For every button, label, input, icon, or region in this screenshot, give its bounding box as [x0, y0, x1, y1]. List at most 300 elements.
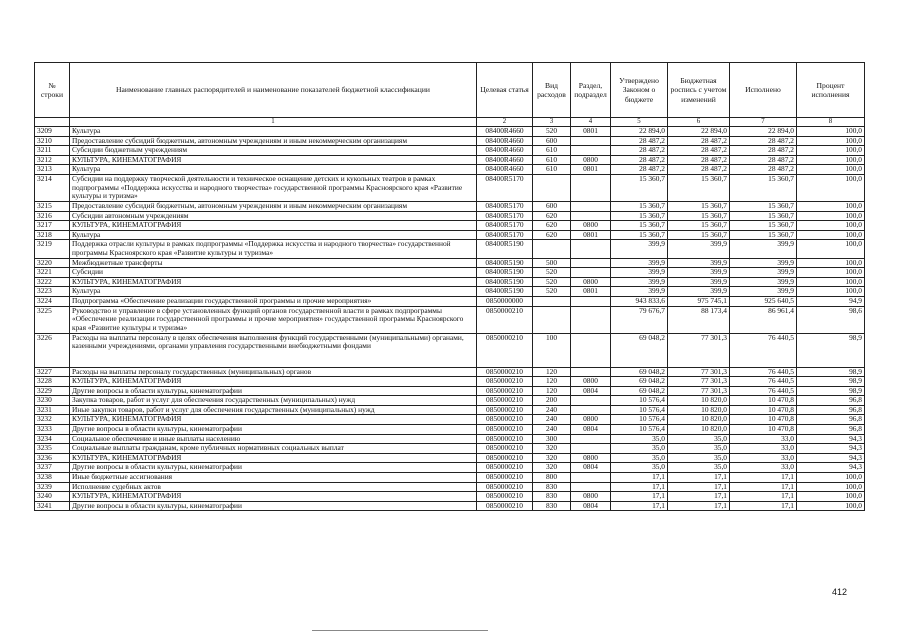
target-article: 08400R5170	[477, 221, 533, 231]
row-number: 3210	[35, 136, 70, 146]
column-number	[35, 118, 70, 127]
section-code	[571, 211, 611, 221]
table-row	[35, 377, 865, 387]
table-row	[35, 201, 865, 211]
percent-executed: 96,8	[797, 396, 865, 406]
section-code: 0804	[571, 386, 611, 396]
target-article: 08400R4660	[477, 155, 533, 165]
percent-executed: 98,9	[797, 333, 865, 367]
target-article: 08400R5170	[477, 174, 533, 201]
row-number: 3214	[35, 174, 70, 201]
budget-amount: 15 360,7	[668, 230, 730, 240]
table-row	[35, 434, 865, 444]
executed-amount: 15 360,7	[730, 211, 797, 221]
approved-amount: 943 833,6	[611, 296, 668, 306]
expense-type: 500	[533, 258, 571, 268]
approved-amount: 28 487,2	[611, 165, 668, 175]
row-number: 3241	[35, 501, 70, 511]
target-article: 0850000210	[477, 463, 533, 473]
section-code: 0800	[571, 377, 611, 387]
section-code	[571, 434, 611, 444]
header-percent: Процент исполнения	[797, 63, 865, 118]
section-code	[571, 444, 611, 454]
executed-amount: 17,1	[730, 501, 797, 511]
header-row	[35, 63, 865, 118]
expense-type: 830	[533, 482, 571, 492]
expense-type: 320	[533, 463, 571, 473]
budget-amount: 399,9	[668, 240, 730, 258]
approved-amount: 69 048,2	[611, 386, 668, 396]
target-article: 08400R5190	[477, 268, 533, 278]
row-number: 3217	[35, 221, 70, 231]
column-number: 7	[730, 118, 797, 127]
expense-type: 610	[533, 165, 571, 175]
row-number: 3212	[35, 155, 70, 165]
table-row	[35, 501, 865, 511]
target-article: 0850000210	[477, 396, 533, 406]
executed-amount: 399,9	[730, 277, 797, 287]
budget-amount: 35,0	[668, 463, 730, 473]
approved-amount: 69 048,2	[611, 333, 668, 367]
approved-amount: 35,0	[611, 463, 668, 473]
expense-type: 240	[533, 415, 571, 425]
table-row	[35, 136, 865, 146]
row-name: КУЛЬТУРА, КИНЕМАТОГРАФИЯ	[70, 377, 477, 387]
section-code: 0800	[571, 277, 611, 287]
section-code	[571, 367, 611, 377]
target-article: 0850000210	[477, 482, 533, 492]
expense-type: 300	[533, 434, 571, 444]
expense-type: 830	[533, 501, 571, 511]
header-budget-schedule: Бюджетная роспись с учетом изменений	[668, 63, 730, 118]
row-number: 3229	[35, 386, 70, 396]
row-name: Подпрограмма «Обеспечение реализации государственной программы и прочие мероприятия»	[70, 296, 477, 306]
approved-amount: 15 360,7	[611, 211, 668, 221]
section-code	[571, 174, 611, 201]
approved-amount: 399,9	[611, 268, 668, 278]
table-row	[35, 396, 865, 406]
target-article: 0850000210	[477, 386, 533, 396]
table-row	[35, 453, 865, 463]
table-row	[35, 306, 865, 333]
budget-table	[34, 62, 865, 511]
row-number: 3238	[35, 473, 70, 483]
budget-amount: 77 301,3	[668, 367, 730, 377]
row-number: 3224	[35, 296, 70, 306]
header-row-number: № строки	[35, 63, 70, 118]
section-code	[571, 482, 611, 492]
row-name: Исполнение судебных актов	[70, 482, 477, 492]
column-number-row	[35, 118, 865, 127]
column-number: 1	[70, 118, 477, 127]
row-number: 3215	[35, 201, 70, 211]
section-code: 0800	[571, 155, 611, 165]
executed-amount: 399,9	[730, 268, 797, 278]
percent-executed: 98,6	[797, 306, 865, 333]
percent-executed: 100,0	[797, 165, 865, 175]
table-row	[35, 268, 865, 278]
table-row	[35, 146, 865, 156]
row-name: Предоставление субсидий бюджетным, автономным учреждениям и иным некоммерческим организациям	[70, 201, 477, 211]
table-row	[35, 425, 865, 435]
target-article: 08400R4660	[477, 165, 533, 175]
percent-executed: 98,9	[797, 386, 865, 396]
target-article: 08400R5190	[477, 258, 533, 268]
percent-executed: 100,0	[797, 277, 865, 287]
table-row	[35, 386, 865, 396]
row-number: 3216	[35, 211, 70, 221]
row-number: 3213	[35, 165, 70, 175]
section-code	[571, 333, 611, 367]
executed-amount: 28 487,2	[730, 165, 797, 175]
row-number: 3225	[35, 306, 70, 333]
approved-amount: 10 576,4	[611, 415, 668, 425]
row-name: Другие вопросы в области культуры, кинематографии	[70, 463, 477, 473]
expense-type: 320	[533, 444, 571, 454]
table-row	[35, 277, 865, 287]
budget-amount: 22 894,0	[668, 127, 730, 137]
executed-amount: 33,0	[730, 444, 797, 454]
approved-amount: 10 576,4	[611, 396, 668, 406]
executed-amount: 15 360,7	[730, 221, 797, 231]
executed-amount: 86 961,4	[730, 306, 797, 333]
executed-amount: 399,9	[730, 258, 797, 268]
row-name: Иные бюджетные ассигнования	[70, 473, 477, 483]
approved-amount: 10 576,4	[611, 405, 668, 415]
percent-executed: 100,0	[797, 230, 865, 240]
section-code: 0804	[571, 425, 611, 435]
budget-amount: 17,1	[668, 473, 730, 483]
row-number: 3211	[35, 146, 70, 156]
percent-executed: 100,0	[797, 473, 865, 483]
row-name: КУЛЬТУРА, КИНЕМАТОГРАФИЯ	[70, 415, 477, 425]
target-article: 0850000210	[477, 367, 533, 377]
target-article: 0850000210	[477, 453, 533, 463]
budget-amount: 15 360,7	[668, 174, 730, 201]
approved-amount: 10 576,4	[611, 425, 668, 435]
row-number: 3239	[35, 482, 70, 492]
approved-amount: 35,0	[611, 444, 668, 454]
row-name: Расходы на выплаты персоналу государственных (муниципальных) органов	[70, 367, 477, 377]
row-number: 3235	[35, 444, 70, 454]
budget-amount: 77 301,3	[668, 333, 730, 367]
target-article: 08400R5190	[477, 240, 533, 258]
row-name: Закупка товаров, работ и услуг для обеспечения государственных (муниципальных) нужд	[70, 396, 477, 406]
bottom-divider	[312, 630, 488, 631]
executed-amount: 10 470,8	[730, 396, 797, 406]
column-number: 6	[668, 118, 730, 127]
expense-type: 620	[533, 221, 571, 231]
row-name: КУЛЬТУРА, КИНЕМАТОГРАФИЯ	[70, 453, 477, 463]
expense-type: 240	[533, 405, 571, 415]
percent-executed: 100,0	[797, 146, 865, 156]
budget-amount: 10 820,0	[668, 415, 730, 425]
column-number: 8	[797, 118, 865, 127]
executed-amount: 925 640,5	[730, 296, 797, 306]
row-number: 3237	[35, 463, 70, 473]
header-approved: Утверждено Законом о бюджете	[611, 63, 668, 118]
row-number: 3234	[35, 434, 70, 444]
percent-executed: 94,9	[797, 296, 865, 306]
row-number: 3236	[35, 453, 70, 463]
target-article: 0850000210	[477, 377, 533, 387]
percent-executed: 100,0	[797, 287, 865, 297]
budget-amount: 15 360,7	[668, 221, 730, 231]
section-code: 0800	[571, 492, 611, 502]
row-name: Руководство и управление в сфере установленных функций органов государственной власти в рамках подпрограммы «Обеспечение реализации государственной программы и прочие мероприятия» государственной программы Красноярского края «Развитие культуры и туризма»	[70, 306, 477, 333]
approved-amount: 35,0	[611, 434, 668, 444]
percent-executed: 100,0	[797, 155, 865, 165]
budget-amount: 35,0	[668, 434, 730, 444]
table-row	[35, 155, 865, 165]
target-article: 08400R4660	[477, 136, 533, 146]
section-code	[571, 268, 611, 278]
header-expense-type: Вид расходов	[533, 63, 571, 118]
row-number: 3230	[35, 396, 70, 406]
row-name: Субсидии автономным учреждениям	[70, 211, 477, 221]
percent-executed: 100,0	[797, 127, 865, 137]
budget-amount: 15 360,7	[668, 211, 730, 221]
executed-amount: 28 487,2	[730, 146, 797, 156]
section-code: 0800	[571, 221, 611, 231]
section-code: 0801	[571, 165, 611, 175]
row-name: КУЛЬТУРА, КИНЕМАТОГРАФИЯ	[70, 221, 477, 231]
executed-amount: 22 894,0	[730, 127, 797, 137]
executed-amount: 10 470,8	[730, 425, 797, 435]
table-row	[35, 127, 865, 137]
budget-amount: 975 745,1	[668, 296, 730, 306]
section-code	[571, 396, 611, 406]
percent-executed: 96,8	[797, 405, 865, 415]
target-article: 0850000000	[477, 296, 533, 306]
table-row	[35, 258, 865, 268]
expense-type: 120	[533, 386, 571, 396]
row-name: Культура	[70, 287, 477, 297]
expense-type: 520	[533, 127, 571, 137]
executed-amount: 10 470,8	[730, 415, 797, 425]
table-row	[35, 367, 865, 377]
row-name: Межбюджетные трансферты	[70, 258, 477, 268]
executed-amount: 33,0	[730, 434, 797, 444]
table-row	[35, 230, 865, 240]
header-executed: Исполнено	[730, 63, 797, 118]
section-code: 0800	[571, 415, 611, 425]
expense-type: 320	[533, 453, 571, 463]
row-name: Культура	[70, 127, 477, 137]
executed-amount: 15 360,7	[730, 230, 797, 240]
row-number: 3209	[35, 127, 70, 137]
header-section: Раздел, подраздел	[571, 63, 611, 118]
section-code: 0800	[571, 453, 611, 463]
budget-amount: 35,0	[668, 444, 730, 454]
budget-amount: 10 820,0	[668, 425, 730, 435]
budget-amount: 28 487,2	[668, 146, 730, 156]
page-number: 412	[832, 587, 848, 597]
percent-executed: 100,0	[797, 211, 865, 221]
row-number: 3222	[35, 277, 70, 287]
budget-amount: 77 301,3	[668, 377, 730, 387]
expense-type: 120	[533, 367, 571, 377]
row-number: 3233	[35, 425, 70, 435]
expense-type	[533, 174, 571, 201]
row-number: 3226	[35, 333, 70, 367]
executed-amount: 10 470,8	[730, 405, 797, 415]
executed-amount: 28 487,2	[730, 136, 797, 146]
table-row	[35, 405, 865, 415]
section-code	[571, 136, 611, 146]
budget-amount: 17,1	[668, 482, 730, 492]
expense-type: 830	[533, 492, 571, 502]
percent-executed: 94,3	[797, 453, 865, 463]
row-name: КУЛЬТУРА, КИНЕМАТОГРАФИЯ	[70, 155, 477, 165]
row-number: 3223	[35, 287, 70, 297]
section-code	[571, 146, 611, 156]
table-row	[35, 492, 865, 502]
executed-amount: 28 487,2	[730, 155, 797, 165]
column-number: 3	[533, 118, 571, 127]
table-row	[35, 174, 865, 201]
expense-type: 620	[533, 211, 571, 221]
percent-executed: 100,0	[797, 492, 865, 502]
expense-type: 610	[533, 146, 571, 156]
column-number: 5	[611, 118, 668, 127]
row-number: 3220	[35, 258, 70, 268]
column-number: 4	[571, 118, 611, 127]
budget-amount: 15 360,7	[668, 201, 730, 211]
executed-amount: 399,9	[730, 287, 797, 297]
approved-amount: 15 360,7	[611, 221, 668, 231]
expense-type: 120	[533, 377, 571, 387]
approved-amount: 15 360,7	[611, 201, 668, 211]
expense-type: 520	[533, 287, 571, 297]
expense-type: 200	[533, 396, 571, 406]
approved-amount: 399,9	[611, 258, 668, 268]
table-row	[35, 333, 865, 367]
row-name: Расходы на выплаты персоналу в целях обеспечения выполнения функций государственными (муниципальными) органами, казенными учреждениями, органами управления государственными внебюджетными фондами	[70, 333, 477, 367]
approved-amount: 399,9	[611, 287, 668, 297]
percent-executed: 94,3	[797, 434, 865, 444]
table-row	[35, 165, 865, 175]
section-code	[571, 473, 611, 483]
budget-amount: 17,1	[668, 501, 730, 511]
executed-amount: 17,1	[730, 492, 797, 502]
percent-executed: 100,0	[797, 268, 865, 278]
expense-type: 100	[533, 333, 571, 367]
executed-amount: 33,0	[730, 463, 797, 473]
target-article: 08400R5170	[477, 201, 533, 211]
percent-executed: 94,3	[797, 444, 865, 454]
target-article: 08400R5170	[477, 211, 533, 221]
expense-type: 800	[533, 473, 571, 483]
target-article: 08400R5190	[477, 287, 533, 297]
approved-amount: 28 487,2	[611, 155, 668, 165]
section-code: 0801	[571, 230, 611, 240]
approved-amount: 17,1	[611, 482, 668, 492]
budget-amount: 28 487,2	[668, 165, 730, 175]
approved-amount: 15 360,7	[611, 174, 668, 201]
percent-executed: 94,3	[797, 463, 865, 473]
budget-amount: 399,9	[668, 258, 730, 268]
target-article: 08400R5190	[477, 277, 533, 287]
executed-amount: 15 360,7	[730, 201, 797, 211]
table-row	[35, 482, 865, 492]
budget-amount: 35,0	[668, 453, 730, 463]
budget-amount: 399,9	[668, 287, 730, 297]
table-row	[35, 463, 865, 473]
percent-executed: 96,8	[797, 425, 865, 435]
row-name: Другие вопросы в области культуры, кинематографии	[70, 386, 477, 396]
row-number: 3231	[35, 405, 70, 415]
approved-amount: 17,1	[611, 473, 668, 483]
section-code: 0801	[571, 287, 611, 297]
table-row	[35, 287, 865, 297]
expense-type: 600	[533, 136, 571, 146]
budget-amount: 88 173,4	[668, 306, 730, 333]
expense-type	[533, 296, 571, 306]
executed-amount: 76 440,5	[730, 333, 797, 367]
approved-amount: 399,9	[611, 240, 668, 258]
executed-amount: 76 440,5	[730, 367, 797, 377]
expense-type: 620	[533, 230, 571, 240]
percent-executed: 100,0	[797, 174, 865, 201]
row-number: 3218	[35, 230, 70, 240]
budget-amount: 28 487,2	[668, 155, 730, 165]
section-code	[571, 201, 611, 211]
budget-amount: 28 487,2	[668, 136, 730, 146]
expense-type: 600	[533, 201, 571, 211]
table-row	[35, 240, 865, 258]
row-number: 3232	[35, 415, 70, 425]
target-article: 0850000210	[477, 434, 533, 444]
expense-type: 520	[533, 277, 571, 287]
executed-amount: 17,1	[730, 473, 797, 483]
section-code	[571, 296, 611, 306]
percent-executed: 98,9	[797, 367, 865, 377]
executed-amount: 76 440,5	[730, 377, 797, 387]
budget-amount: 399,9	[668, 268, 730, 278]
row-number: 3240	[35, 492, 70, 502]
executed-amount: 15 360,7	[730, 174, 797, 201]
row-name: КУЛЬТУРА, КИНЕМАТОГРАФИЯ	[70, 277, 477, 287]
approved-amount: 69 048,2	[611, 377, 668, 387]
approved-amount: 79 676,7	[611, 306, 668, 333]
row-name: Субсидии бюджетным учреждениям	[70, 146, 477, 156]
table-row	[35, 221, 865, 231]
budget-amount: 17,1	[668, 492, 730, 502]
section-code	[571, 240, 611, 258]
target-article: 0850000210	[477, 405, 533, 415]
approved-amount: 17,1	[611, 492, 668, 502]
row-name: Субсидии на поддержку творческой деятельности и техническое оснащение детских и кукольных театров в рамках подпрограммы «Поддержка искусства и народного творчества» государственной программы Красноярского края «Развитие культуры и туризма»	[70, 174, 477, 201]
table-row	[35, 296, 865, 306]
section-code: 0804	[571, 501, 611, 511]
target-article: 0850000210	[477, 492, 533, 502]
section-code	[571, 306, 611, 333]
target-article: 0850000210	[477, 473, 533, 483]
expense-type	[533, 240, 571, 258]
target-article: 0850000210	[477, 415, 533, 425]
percent-executed: 100,0	[797, 501, 865, 511]
target-article: 08400R4660	[477, 127, 533, 137]
approved-amount: 17,1	[611, 501, 668, 511]
row-name: Социальное обеспечение и иные выплаты населению	[70, 434, 477, 444]
target-article: 0850000210	[477, 501, 533, 511]
approved-amount: 35,0	[611, 453, 668, 463]
executed-amount: 33,0	[730, 453, 797, 463]
row-name: Культура	[70, 165, 477, 175]
expense-type	[533, 306, 571, 333]
section-code	[571, 405, 611, 415]
